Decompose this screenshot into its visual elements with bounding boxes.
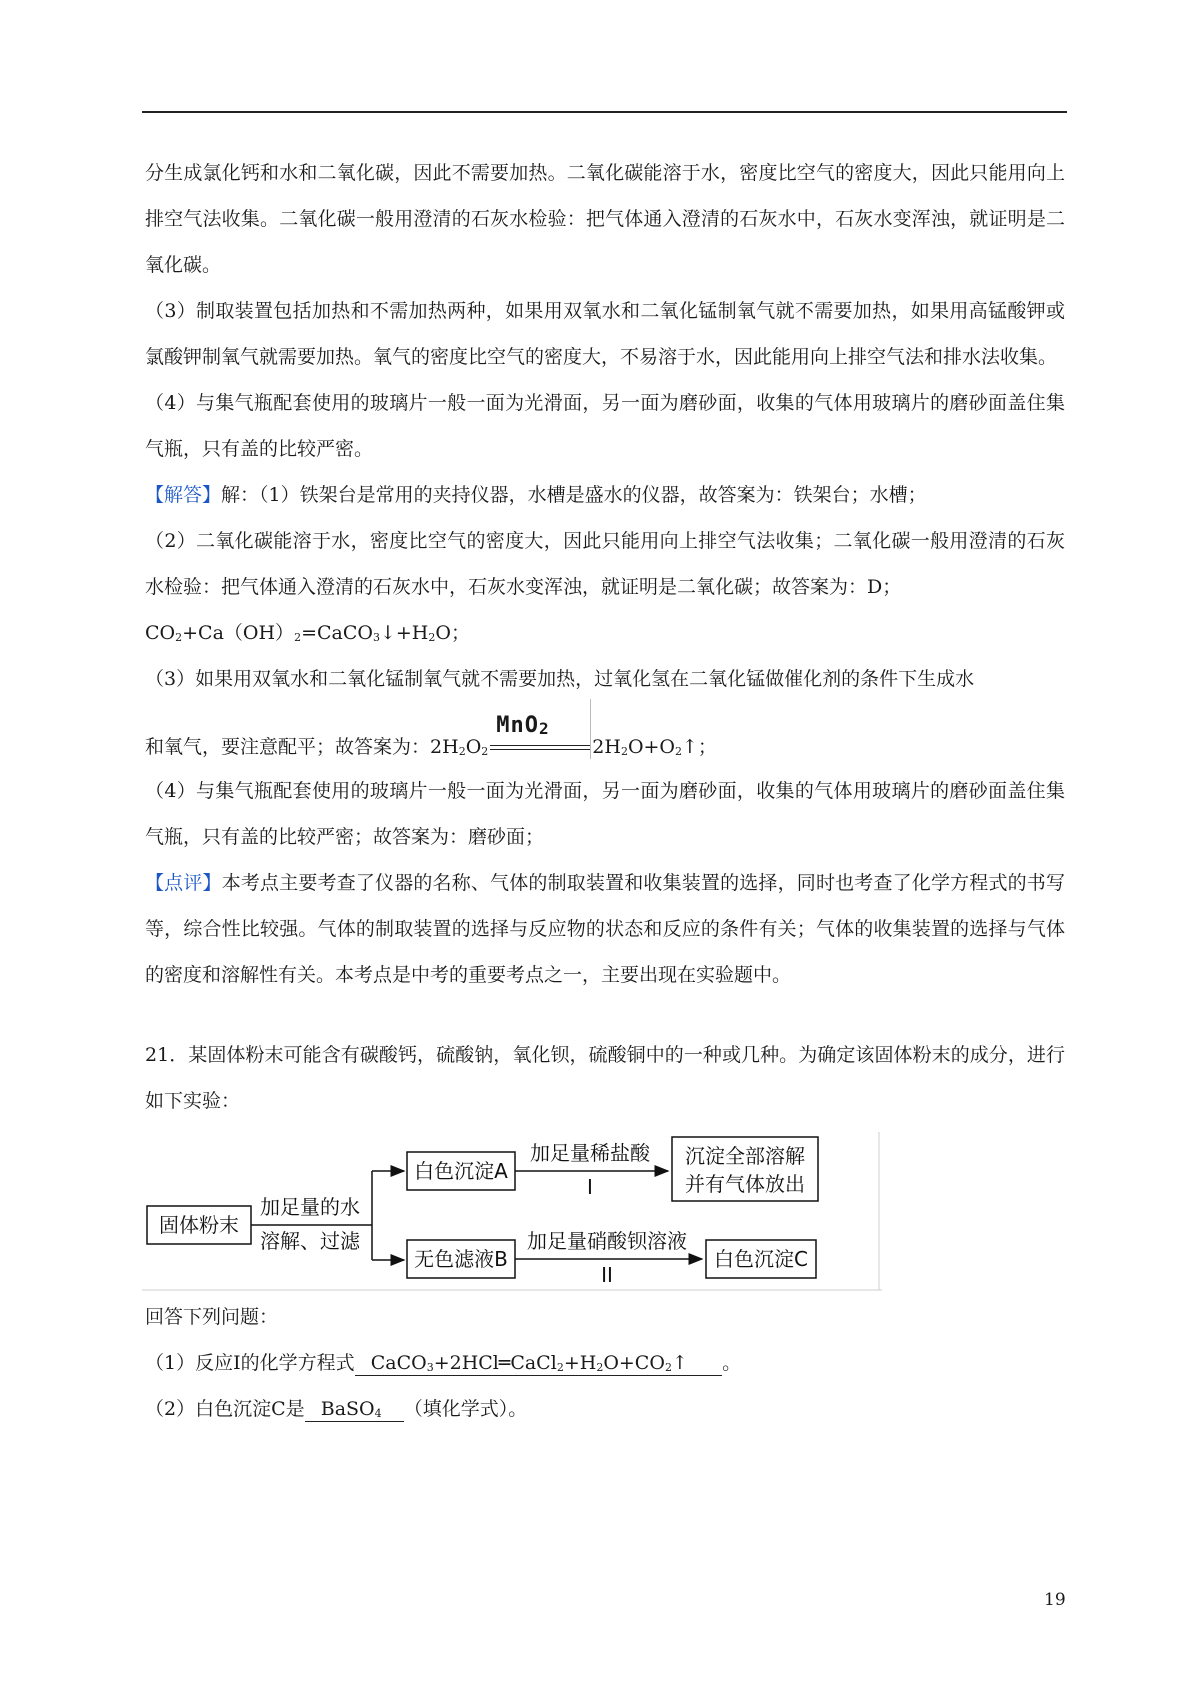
experiment-flowchart (142, 1132, 882, 1294)
answer-paragraph-2: （2）二氧化碳能溶于水，密度比空气的密度大，因此只能用向上排空气法收集；二氧化碳一般用澄清的石灰水检验：把气体通入澄清的石灰水中，石灰水变浑浊，就证明是二氧化碳；故答案为：D； (145, 530, 1065, 598)
label-filtrate-b: 无色滤液B (414, 1247, 508, 1271)
equation-co2-lime: $CO_2+Ca(OH)_2=CaCO_3↓+H_2O$； (145, 622, 470, 644)
label-step3-num: II (601, 1263, 613, 1287)
label-result-top1: 沉淀全部溶解 (685, 1144, 805, 1168)
answer-tag: 【解答】 (145, 484, 222, 506)
question-1: （1）反应Ⅰ的化学方程式 $CaCO_3+2HCl═CaCl_2+H_2O+CO_2↑$ 。 (145, 1352, 742, 1374)
answer-paragraph-4: （4）与集气瓶配套使用的玻璃片一般一面为光滑面，另一面为磨砂面，收集的气体用玻璃片的磨砂面盖住集气瓶，只有盖的比较严密；故答案为：磨砂面； (145, 780, 1065, 848)
page-number: 19 (1044, 1590, 1066, 1610)
header-rule (142, 111, 1067, 113)
paragraph-1: 分生成氯化钙和水和二氧化碳，因此不需要加热。二氧化碳能溶于水，密度比空气的密度大，因此只能用向上排空气法收集。二氧化碳一般用澄清的石灰水检验：把气体通入澄清的石灰水中，石灰水变浑浊，就证明是二氧化碳。 (145, 162, 1065, 276)
comment-paragraph: 【点评】本考点主要考查了仪器的名称、气体的制取装置和收集装置的选择，同时也考查了化学方程式的书写等，综合性比较强。气体的制取装置的选择与反应物的状态和反应的条件有关；气体的收集装置的选择与气体的密度和溶解性有关。本考点是中考的重要考点之一，主要出现在实验题中。 (145, 872, 1065, 986)
label-step2-num: I (587, 1175, 593, 1199)
answer-paragraph-1: 【解答】解：（1）铁架台是常用的夹持仪器，水槽是盛水的仪器，故答案为：铁架台；水槽； (145, 484, 927, 506)
label-step3-top: 加足量硝酸钡溶液 (527, 1229, 687, 1253)
paragraph-2: （3）制取装置包括加热和不需加热两种，如果用双氧水和二氧化锰制氧气就不需要加热，如果用高锰酸钾或氯酸钾制氧气就需要加热。氧气的密度比空气的密度大，不易溶于水，因此能用向上排空气法和排水法收集。 (145, 300, 1065, 368)
label-step1-bottom: 溶解、过滤 (260, 1229, 360, 1253)
label-ppt-c: 白色沉淀C (714, 1247, 808, 1271)
question-prompt: 回答下列问题： (145, 1306, 279, 1328)
label-step1-top: 加足量的水 (260, 1195, 360, 1219)
page-content (145, 150, 1065, 1432)
answer-blank-2: BaSO$_4$ (305, 1397, 404, 1422)
reaction-condition: MnO$_2$ (490, 733, 590, 763)
comment-tag: 【点评】 (145, 872, 222, 894)
paragraph-3: （4）与集气瓶配套使用的玻璃片一般一面为光滑面，另一面为磨砂面，收集的气体用玻璃片的磨砂面盖住集气瓶，只有盖的比较严密。 (145, 392, 1065, 460)
label-ppt-a: 白色沉淀A (414, 1159, 508, 1183)
question-2: （2）白色沉淀C是 BaSO$_4$ （填化学式）。 (145, 1398, 528, 1420)
answer-blank-1: $CaCO_3+2HCl═CaCl_2+H_2O+CO_2↑$ (355, 1351, 722, 1376)
label-solid: 固体粉末 (159, 1213, 239, 1237)
answer-paragraph-3: （3）如果用双氧水和二氧化锰制氧气就不需要加热，过氧化氢在二氧化锰做催化剂的条件下生成水 (145, 668, 975, 690)
equation-h2o2-block: 和氧气，要注意配平；故答案为：$2H_2O_2$ MnO$_2$ $2H_2O+O_2↑$； (145, 702, 1065, 768)
question-stem: 21．某固体粉末可能含有碳酸钙，硫酸钠，氧化钡，硫酸铜中的一种或几种。为确定该固体粉末的成分，进行如下实验： (145, 1044, 1065, 1112)
label-step2-top: 加足量稀盐酸 (530, 1141, 650, 1165)
label-result-top2: 并有气体放出 (685, 1172, 805, 1196)
